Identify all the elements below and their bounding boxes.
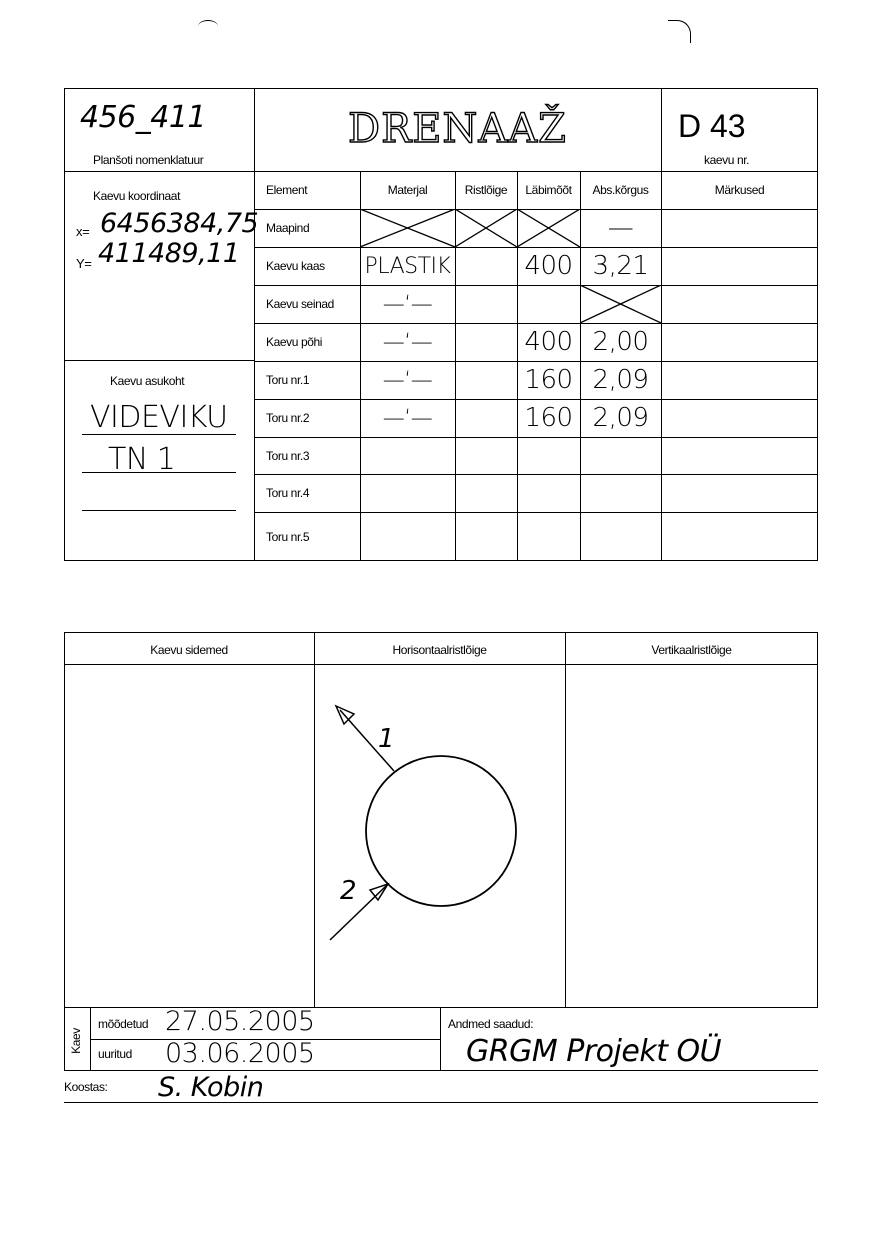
table-cell-diameter	[517, 209, 580, 247]
pipe-2-label: 2	[340, 876, 357, 906]
table-cell-diameter: 400	[524, 327, 573, 357]
table-header-cell: Märkused	[714, 183, 765, 197]
sketch-divider-2	[565, 632, 566, 1008]
table-cell-notes	[661, 474, 818, 512]
sketch-col-vertical: Vertikaalristlõige	[651, 643, 732, 657]
compiled-label: Koostas:	[64, 1080, 108, 1094]
table-cell-diameter: 160	[524, 365, 573, 395]
measured-label: mõõdetud	[98, 1017, 149, 1031]
table-cell-material: —‘—	[382, 367, 433, 393]
footer-bottom-line	[64, 1070, 818, 1071]
table-cell-material: —‘—	[382, 405, 433, 431]
table-cell-material	[360, 512, 455, 561]
horizontal-section-drawing	[314, 664, 565, 1008]
data-received-label: Andmed saadud:	[448, 1017, 534, 1031]
table-cell-notes	[661, 437, 818, 474]
table-row-label: Toru nr.1	[266, 373, 310, 387]
table-cell-notes	[661, 209, 818, 247]
location-line-1: VIDEVIKU	[90, 400, 228, 435]
table-cell-material	[360, 209, 455, 247]
data-received-value: GRGM Projekt OÜ	[466, 1034, 722, 1069]
document-title: DRENAAŽ	[348, 106, 567, 152]
scan-mark-right	[668, 20, 691, 43]
table-header-cell: Ristlõige	[464, 183, 508, 197]
table-row-label: Maapind	[266, 221, 310, 235]
table-cell-elevation: —	[607, 213, 634, 243]
table-row-label: Kaevu põhi	[266, 335, 323, 349]
table-cell-elevation	[580, 285, 661, 323]
table-cell-cross	[455, 247, 517, 285]
location-label: Kaevu asukoht	[110, 374, 185, 388]
table-cell-elevation: 3,21	[592, 251, 649, 281]
table-row-label: Kaevu kaas	[266, 259, 325, 273]
table-cell-diameter	[517, 285, 580, 323]
table-cell-cross	[455, 474, 517, 512]
footer-side-label: Kaev	[69, 1028, 83, 1054]
table-header-cell: Materjal	[387, 183, 428, 197]
surveyed-label: uuritud	[98, 1047, 132, 1061]
table-cell-material	[360, 437, 455, 474]
table-cell-diameter	[517, 512, 580, 561]
table-cell-elevation	[580, 512, 661, 561]
table-cell-material: —‘—	[382, 329, 433, 355]
table-cell-cross	[455, 399, 517, 437]
coordinates-bottom-line	[64, 360, 255, 361]
scan-mark-left	[198, 20, 218, 33]
table-cell-cross	[455, 437, 517, 474]
table-cell-notes	[661, 247, 818, 285]
location-underline-3	[82, 510, 236, 511]
table-cell-material	[360, 474, 455, 512]
nomenclature-value: 456_411	[80, 100, 207, 135]
table-header-cell: Element	[266, 183, 308, 197]
pipe-1-label: 1	[378, 724, 395, 754]
well-number-label: kaevu nr.	[704, 153, 750, 167]
table-cell-cross	[455, 361, 517, 399]
surveyed-date: 03.06.2005	[165, 1038, 315, 1069]
table-row-label: Kaevu seinad	[266, 297, 334, 311]
well-number-value: D 43	[678, 108, 746, 144]
table-cell-notes	[661, 399, 818, 437]
table-cell-elevation: 2,00	[592, 327, 649, 357]
pipe-2-line	[330, 886, 386, 940]
nomenclature-label: Planšoti nomenklatuur	[93, 153, 204, 167]
table-cell-notes	[661, 323, 818, 361]
table-cell-notes	[661, 285, 818, 323]
table-cell-elevation: 2,09	[592, 403, 649, 433]
x-prefix: x=	[76, 224, 90, 239]
table-cell-diameter	[517, 437, 580, 474]
table-cell-material: —‘—	[382, 291, 433, 317]
table-cell-cross	[455, 285, 517, 323]
table-cell-material: PLASTIK	[364, 253, 451, 279]
table-cell-elevation: 2,09	[592, 365, 649, 395]
table-cell-elevation	[580, 437, 661, 474]
footer-left-edge	[64, 1008, 65, 1070]
location-underline-2	[82, 472, 236, 473]
compiled-value: S. Kobin	[158, 1072, 264, 1103]
table-row-label: Toru nr.5	[266, 529, 310, 544]
table-cell-elevation	[580, 474, 661, 512]
x-coordinate-value: 6456384,75	[100, 208, 259, 239]
table-row-label: Toru nr.4	[266, 486, 310, 500]
footer-mid-divider	[440, 1008, 441, 1070]
sketch-col-connections: Kaevu sidemed	[150, 643, 228, 657]
coordinates-label: Kaevu koordinaat	[93, 189, 180, 203]
sketch-col-horizontal: Horisontaalristlõige	[392, 643, 487, 657]
location-underline-1	[82, 434, 236, 435]
table-header-cell: Abs.kõrgus	[592, 183, 649, 197]
measured-date: 27.05.2005	[165, 1006, 315, 1037]
table-row-label: Toru nr.2	[266, 411, 310, 425]
table-cell-diameter	[517, 474, 580, 512]
table-row-label: Toru nr.3	[266, 448, 310, 463]
table-header-cell: Läbimõõt	[525, 183, 572, 197]
table-cell-diameter: 160	[524, 403, 573, 433]
table-cell-notes	[661, 512, 818, 561]
table-cell-cross	[455, 323, 517, 361]
location-line-2: TN 1	[108, 442, 176, 477]
table-cell-cross	[455, 512, 517, 561]
y-coordinate-value: 411489,11	[98, 238, 240, 269]
table-cell-cross	[455, 209, 517, 247]
y-prefix: Y=	[76, 256, 92, 271]
table-cell-notes	[661, 361, 818, 399]
table-cell-diameter: 400	[524, 251, 573, 281]
